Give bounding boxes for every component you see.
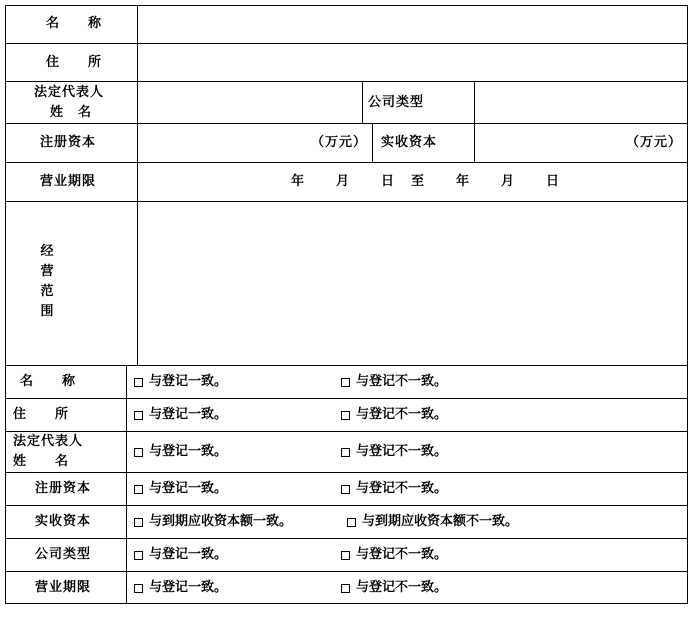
option-consistent[interactable] — [134, 580, 227, 596]
row-divider — [5, 43, 688, 44]
label-column-divider — [126, 365, 127, 604]
option-text: 与登记一致。 — [149, 481, 228, 496]
scope-label — [39, 242, 55, 322]
column-divider — [372, 123, 373, 162]
unit-label: （万元） — [311, 135, 368, 150]
company-type-label: 公司类型 — [368, 95, 425, 110]
legal-rep-label-line1: 法定代表人 — [34, 85, 105, 100]
verify-row-label: 名 称 — [20, 374, 77, 389]
option-inconsistent[interactable] — [341, 444, 447, 460]
row-divider — [5, 162, 688, 163]
option-text: 与登记不一致。 — [356, 481, 448, 496]
scope-char: 范 — [40, 284, 54, 299]
name-label: 名 称 — [46, 16, 103, 31]
option-consistent[interactable] — [134, 514, 292, 530]
option-inconsistent[interactable] — [341, 580, 447, 596]
row-divider — [5, 505, 688, 506]
row-divider — [5, 201, 688, 202]
option-text: 与到期应收资本额不一致。 — [362, 514, 519, 529]
option-text: 与登记一致。 — [149, 407, 228, 422]
checkbox[interactable] — [134, 551, 143, 560]
column-divider — [474, 123, 475, 162]
checkbox[interactable] — [341, 584, 350, 593]
checkbox[interactable] — [341, 411, 350, 420]
unit-label: （万元） — [626, 135, 683, 150]
option-text: 与登记不一致。 — [356, 580, 448, 595]
verify-row-label: 住 所 — [13, 407, 70, 422]
verify-row-label: 注册资本 — [35, 481, 92, 496]
row-divider — [5, 472, 688, 473]
option-consistent[interactable] — [134, 481, 227, 497]
checkbox[interactable] — [347, 518, 356, 527]
option-inconsistent[interactable] — [347, 514, 518, 530]
column-divider — [474, 81, 475, 123]
checkbox[interactable] — [341, 448, 350, 457]
option-text: 与登记一致。 — [149, 444, 228, 459]
option-consistent[interactable] — [134, 374, 227, 390]
option-text: 与到期应收资本额一致。 — [149, 514, 293, 529]
scope-char: 围 — [40, 304, 54, 319]
verify-row-label-line1: 法定代表人 — [13, 434, 84, 449]
row-divider — [5, 123, 688, 124]
row-divider — [5, 365, 688, 366]
row-divider — [5, 431, 688, 432]
legal-rep-label-line2: 姓 名 — [50, 105, 93, 120]
option-inconsistent[interactable] — [341, 374, 447, 390]
row-divider — [5, 571, 688, 572]
option-text: 与登记一致。 — [149, 547, 228, 562]
scope-char: 经 — [40, 244, 54, 259]
row-divider — [5, 81, 688, 82]
checkbox[interactable] — [341, 378, 350, 387]
label-column-divider — [137, 5, 138, 365]
checkbox[interactable] — [134, 378, 143, 387]
checkbox[interactable] — [134, 411, 143, 420]
checkbox[interactable] — [134, 584, 143, 593]
option-inconsistent[interactable] — [341, 547, 447, 563]
address-label: 住 所 — [46, 55, 103, 70]
checkbox[interactable] — [341, 551, 350, 560]
verify-row-label-line2: 姓 名 — [13, 454, 70, 469]
option-consistent[interactable] — [134, 407, 227, 423]
term-label: 营业期限 — [40, 174, 97, 189]
option-text: 与登记不一致。 — [356, 374, 448, 389]
verify-row-label: 营业期限 — [35, 580, 92, 595]
registered-capital-label: 注册资本 — [40, 135, 97, 150]
option-text: 与登记一致。 — [149, 374, 228, 389]
option-consistent[interactable] — [134, 444, 227, 460]
column-divider — [362, 81, 363, 123]
option-inconsistent[interactable] — [341, 407, 447, 423]
checkbox[interactable] — [341, 485, 350, 494]
row-divider — [5, 398, 688, 399]
option-text: 与登记不一致。 — [356, 407, 448, 422]
option-consistent[interactable] — [134, 547, 227, 563]
scope-char: 营 — [40, 264, 54, 279]
row-divider — [5, 538, 688, 539]
checkbox[interactable] — [134, 518, 143, 527]
checkbox[interactable] — [134, 448, 143, 457]
verify-row-label: 实收资本 — [35, 514, 92, 529]
option-inconsistent[interactable] — [341, 481, 447, 497]
verify-row-label: 公司类型 — [35, 547, 92, 562]
option-text: 与登记不一致。 — [356, 547, 448, 562]
paid-capital-label: 实收资本 — [381, 135, 438, 150]
option-text: 与登记一致。 — [149, 580, 228, 595]
option-text: 与登记不一致。 — [356, 444, 448, 459]
checkbox[interactable] — [134, 485, 143, 494]
term-value: 年 月 日 至 年 月 日 — [291, 174, 562, 189]
